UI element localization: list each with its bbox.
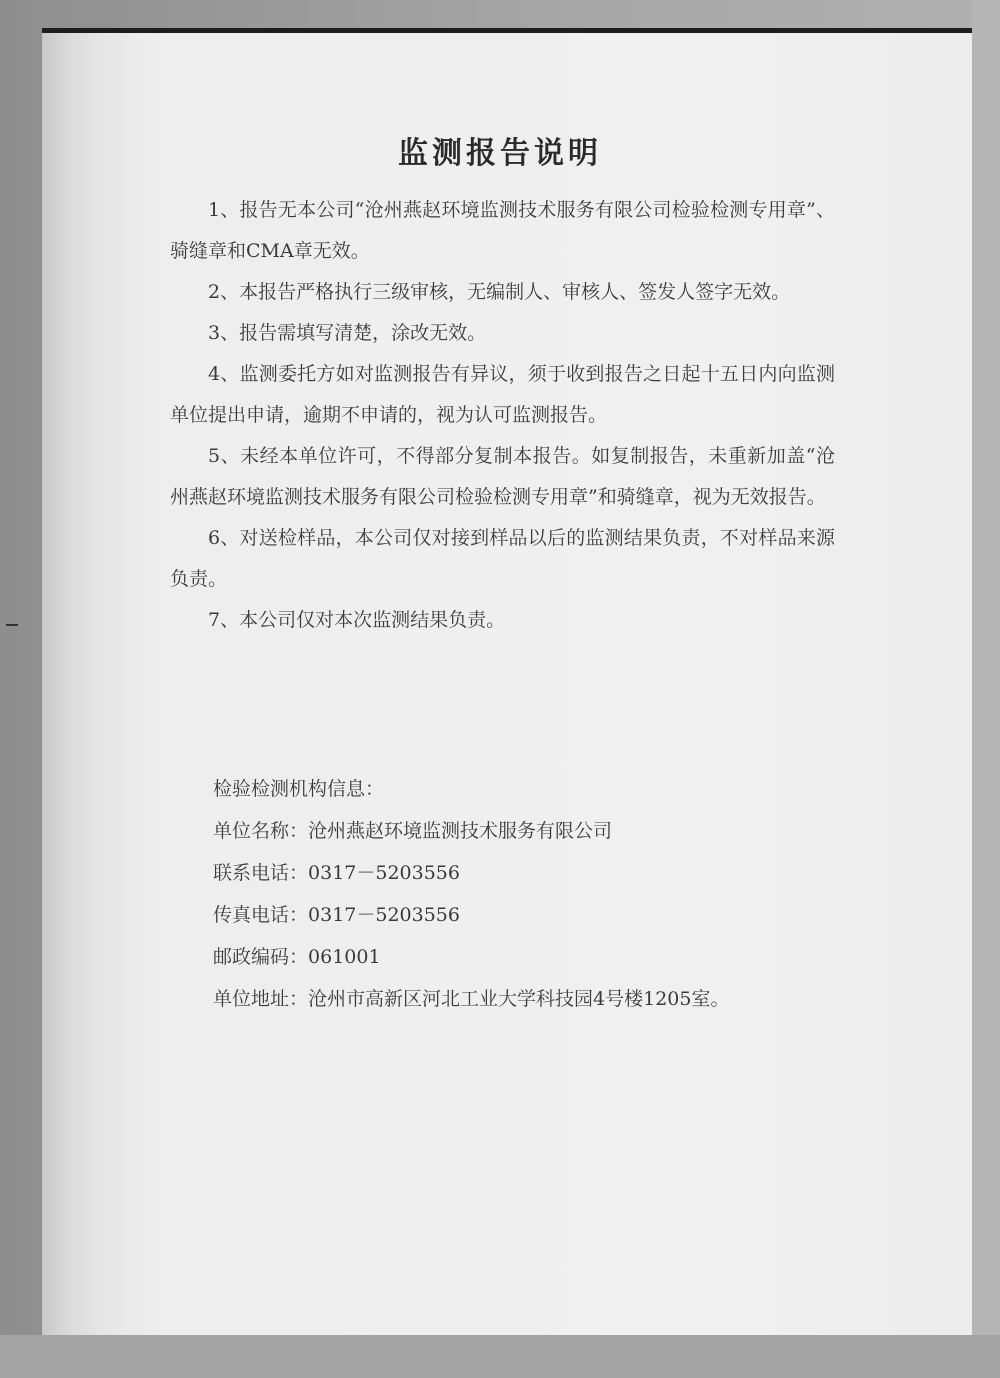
page-title: 监测报告说明 (398, 136, 602, 171)
note-item: 7、本公司仅对本次监测结果负责。 (208, 609, 506, 631)
top-border-line (42, 28, 974, 33)
note-item: 3、报告需填写清楚，涂改无效。 (208, 322, 487, 344)
org-info-heading: 检验检测机构信息： (213, 778, 385, 800)
org-phone-value: 0317－5203556 (308, 862, 460, 884)
org-name-value: 沧州燕赵环境监测技术服务有限公司 (308, 820, 613, 842)
org-fax-label: 传真电话： (213, 904, 309, 926)
note-item: 5、未经本单位许可，不得部分复制本报告。如复制报告，未重新加盖“沧州燕赵环境监测技术服务有限公司检验检测专用章”和骑缝章，视为无效报告。 (170, 445, 835, 508)
org-address-label: 单位地址： (213, 988, 309, 1010)
note-item: 1、报告无本公司“沧州燕赵环境监测技术服务有限公司检验检测专用章”、骑缝章和CMA章无效。 (170, 199, 835, 262)
note-item: 2、本报告严格执行三级审核，无编制人、审核人、签发人签字无效。 (208, 281, 791, 303)
org-name-label: 单位名称： (213, 820, 309, 842)
note-item: 6、对送检样品，本公司仅对接到样品以后的监测结果负责，不对样品来源负责。 (170, 527, 835, 590)
org-name-line (213, 810, 853, 852)
margin-tick-mark (6, 624, 18, 626)
org-fax-value: 0317－5203556 (308, 904, 460, 926)
report-notes (170, 190, 835, 641)
org-fax-line (213, 894, 853, 936)
scan-bottom-margin (0, 1335, 1000, 1378)
org-postcode-value: 061001 (308, 946, 381, 968)
org-phone-label: 联系电话： (213, 862, 309, 884)
org-info (213, 768, 853, 1020)
org-postcode-line (213, 936, 853, 978)
org-address-value: 沧州市高新区河北工业大学科技园4号楼1205室。 (308, 988, 730, 1010)
org-address-line (213, 978, 853, 1020)
note-item: 4、监测委托方如对监测报告有异议，须于收到报告之日起十五日内向监测单位提出申请，逾期不申请的，视为认可监测报告。 (170, 363, 835, 426)
scan-right-margin (972, 0, 1000, 1378)
org-phone-line (213, 852, 853, 894)
org-postcode-label: 邮政编码： (213, 946, 309, 968)
